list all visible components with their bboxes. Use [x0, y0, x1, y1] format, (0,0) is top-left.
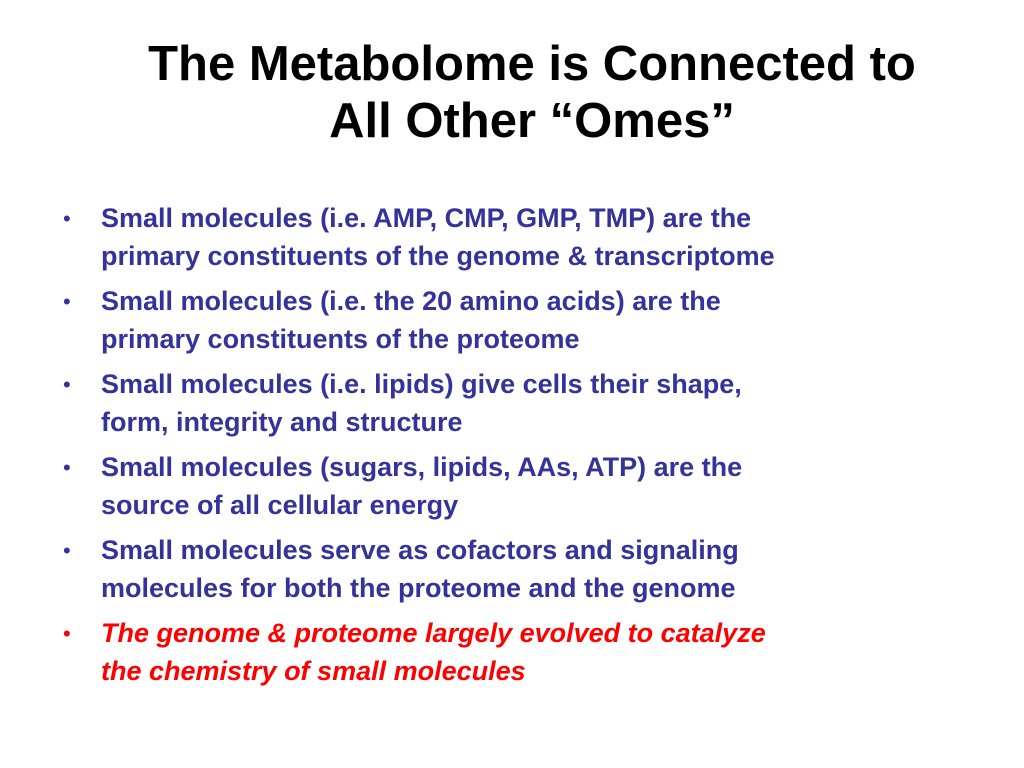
bullet-item: [63, 200, 1003, 275]
bullet-text-line: primary constituents of the genome & transcriptome: [101, 240, 775, 271]
bullet-text-line: Small molecules (i.e. the 20 amino acids) are the: [101, 286, 721, 316]
bullet-text-line: Small molecules serve as cofactors and signaling: [101, 535, 739, 565]
bullet-text-line: form, integrity and structure: [101, 406, 463, 437]
slide-title-line-1: The Metabolome is Connected to: [148, 37, 916, 91]
bullet-list: [63, 200, 1003, 698]
bullet-text-line: Small molecules (i.e. AMP, CMP, GMP, TMP) are the: [101, 203, 752, 233]
bullet-text-line: molecules for both the proteome and the genome: [101, 572, 736, 603]
bullet-text-line: Small molecules (sugars, lipids, AAs, ATP) are the: [101, 452, 743, 482]
bullet-text-line: The genome & proteome largely evolved to catalyze: [101, 618, 766, 648]
bullet-item-emphasis: [63, 615, 1003, 690]
bullet-dot-icon: •: [63, 455, 71, 480]
bullet-item: [63, 532, 1003, 607]
bullet-dot-icon: •: [63, 372, 71, 397]
bullet-text-line: Small molecules (i.e. lipids) give cells their shape,: [101, 369, 742, 399]
bullet-item: [63, 449, 1003, 524]
bullet-text-line: the chemistry of small molecules: [101, 655, 526, 686]
slide-title-line-2: All Other “Omes”: [329, 94, 735, 148]
slide-title: [40, 36, 1024, 150]
bullet-dot-icon: •: [63, 289, 71, 314]
bullet-item: [63, 366, 1003, 441]
bullet-text-line: primary constituents of the proteome: [101, 323, 580, 354]
bullet-dot-icon: •: [63, 621, 71, 646]
bullet-dot-icon: •: [63, 206, 71, 231]
bullet-text-line: source of all cellular energy: [101, 489, 459, 520]
bullet-dot-icon: •: [63, 538, 71, 563]
bullet-item: [63, 283, 1003, 358]
